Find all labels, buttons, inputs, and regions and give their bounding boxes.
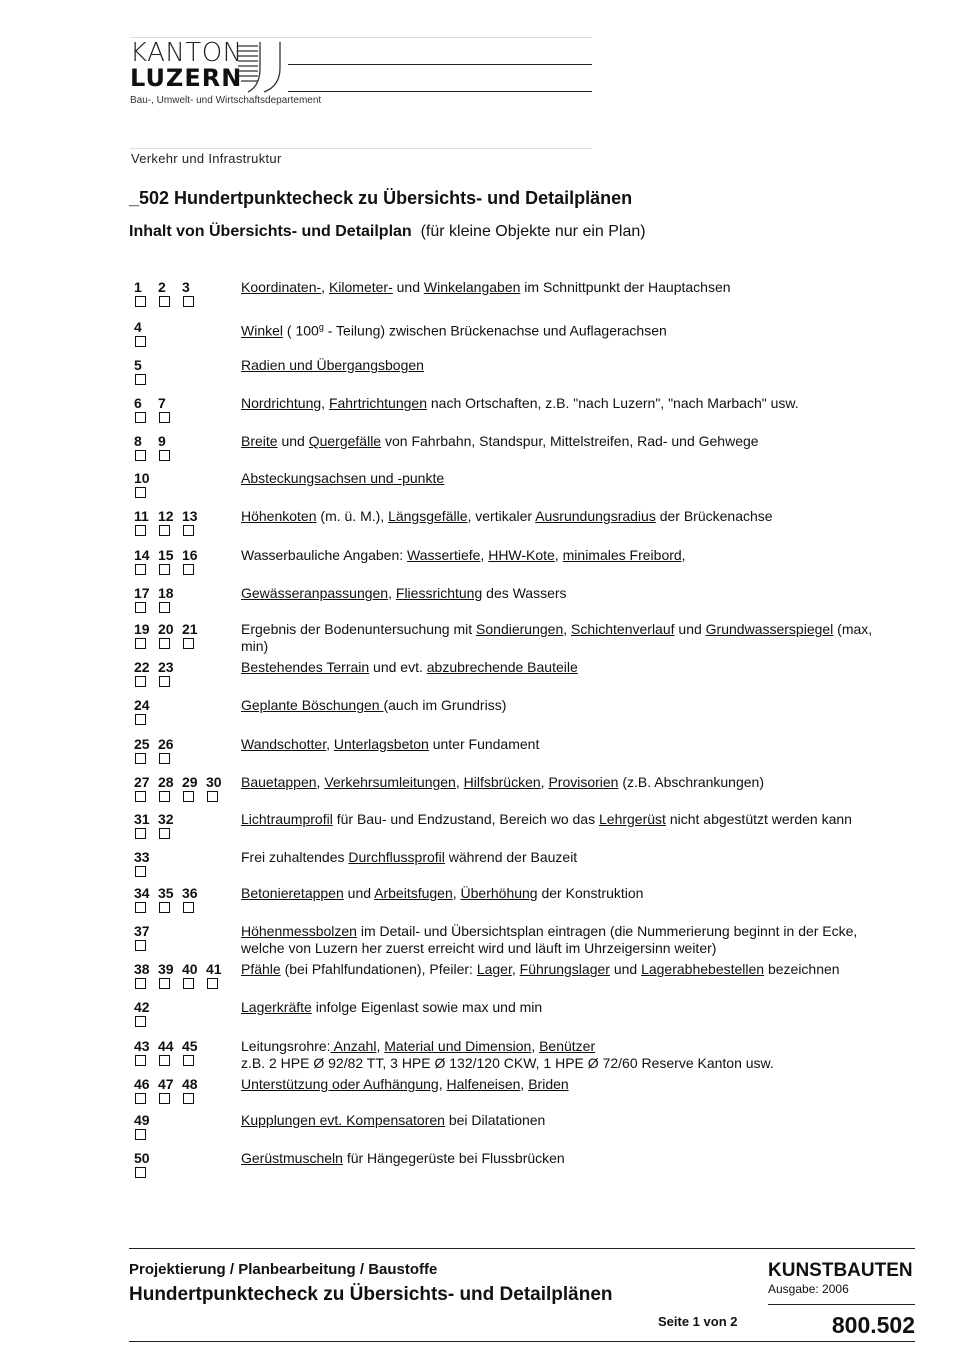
- item-numbers: [134, 849, 158, 865]
- item-number: 24: [134, 697, 150, 713]
- description-text: nicht abgestützt werden kann: [665, 811, 852, 827]
- checkbox-group: [135, 602, 183, 614]
- underlined-term: Schichtenverlauf: [571, 621, 675, 637]
- underlined-term: minimales Freibord,: [562, 547, 686, 563]
- checkbox[interactable]: [159, 902, 170, 913]
- footer-title: Hundertpunktecheck zu Übersichts- und Detailplänen: [129, 1284, 613, 1305]
- checkbox-group: [135, 866, 159, 878]
- item-number: 48: [182, 1076, 198, 1092]
- checkbox[interactable]: [135, 1167, 146, 1178]
- underlined-term: Arbeitsfugen: [374, 885, 453, 901]
- item-number: 18: [158, 585, 174, 601]
- item-description: [241, 319, 901, 340]
- checkbox[interactable]: [135, 828, 146, 839]
- description-text: und: [277, 433, 309, 449]
- checkbox[interactable]: [135, 1093, 146, 1104]
- item-description: [241, 697, 901, 714]
- description-text: während der Bauzeit: [444, 849, 578, 865]
- checkbox[interactable]: [135, 902, 146, 913]
- checkbox[interactable]: [183, 296, 194, 307]
- checkbox[interactable]: [183, 1093, 194, 1104]
- logo-text-kanton: KANTON: [130, 38, 243, 68]
- checkbox[interactable]: [159, 525, 170, 536]
- description-text: Ergebnis der Bodenuntersuchung mit: [241, 621, 477, 637]
- checkbox[interactable]: [159, 828, 170, 839]
- checkbox[interactable]: [135, 1055, 146, 1066]
- checkbox[interactable]: [183, 902, 194, 913]
- item-number: 49: [134, 1112, 150, 1128]
- item-description: [241, 395, 901, 412]
- description-text: ,: [540, 774, 549, 790]
- checkbox[interactable]: [135, 753, 146, 764]
- description-text: der Konstruktion: [537, 885, 644, 901]
- item-description: [241, 1076, 901, 1093]
- item-number: 4: [134, 319, 142, 335]
- checkbox-group: [135, 487, 159, 499]
- item-number: 25: [134, 736, 150, 752]
- description-text: ,: [480, 547, 489, 563]
- checkbox[interactable]: [135, 564, 146, 575]
- item-number: 32: [158, 811, 174, 827]
- description-text: bezeichnen: [764, 961, 840, 977]
- checkbox-group: [135, 902, 207, 914]
- item-number: 35: [158, 885, 174, 901]
- checkbox[interactable]: [159, 450, 170, 461]
- underlined-term: Lagerabhebestellen: [641, 961, 765, 977]
- underlined-term: Pfähle: [241, 961, 281, 977]
- item-number: 27: [134, 774, 150, 790]
- description-text: und: [392, 279, 424, 295]
- underlined-term: Material und Dimension: [384, 1038, 532, 1054]
- checkbox[interactable]: [159, 978, 170, 989]
- description-text: ,: [321, 395, 329, 411]
- checkbox[interactable]: [135, 978, 146, 989]
- checkbox[interactable]: [159, 638, 170, 649]
- item-number: 40: [182, 961, 198, 977]
- underlined-term: Koordinaten-: [241, 279, 322, 295]
- description-text: ,: [511, 961, 520, 977]
- underlined-term: abzubrechende Bauteile: [426, 659, 578, 675]
- footer-category: KUNSTBAUTEN: [768, 1260, 913, 1281]
- checkbox-group: [135, 1093, 207, 1105]
- document-subtitle: [129, 223, 646, 241]
- underlined-term: Wassertiefe: [407, 547, 481, 563]
- description-text: infolge Eigenlast sowie max und min: [311, 999, 543, 1015]
- description-text: (max, min): [241, 621, 873, 654]
- checkbox-group: [135, 336, 159, 348]
- item-number: 28: [158, 774, 174, 790]
- checkbox[interactable]: [135, 602, 146, 613]
- underlined-term: HHW-Kote: [488, 547, 555, 563]
- item-description: [241, 961, 901, 978]
- description-text: ( 100: [283, 322, 319, 339]
- description-text: ,: [316, 774, 325, 790]
- description-text: ,: [438, 1076, 447, 1092]
- underlined-term: Unterlagsbeton: [333, 736, 429, 752]
- item-number: 3: [182, 279, 190, 295]
- item-numbers: [134, 279, 206, 295]
- description-text: ,: [531, 1038, 540, 1054]
- description-text: ,: [376, 1038, 385, 1054]
- checkbox[interactable]: [135, 450, 146, 461]
- checkbox[interactable]: [207, 791, 218, 802]
- checkbox[interactable]: [135, 1016, 146, 1027]
- underlined-term: Verkehrsumleitungen: [324, 774, 456, 790]
- checkbox[interactable]: [135, 296, 146, 307]
- underlined-term: Winkelangaben: [423, 279, 521, 295]
- item-number: 5: [134, 357, 142, 373]
- checkbox[interactable]: [183, 638, 194, 649]
- item-number: 39: [158, 961, 174, 977]
- underlined-term: Grundwasserspiegel: [705, 621, 834, 637]
- description-text: des Wassers: [482, 585, 567, 601]
- description-text: ,: [520, 1076, 529, 1092]
- description-text: ,: [455, 774, 464, 790]
- checkbox[interactable]: [207, 978, 218, 989]
- item-number: 43: [134, 1038, 150, 1054]
- item-number: 46: [134, 1076, 150, 1092]
- checkbox[interactable]: [135, 336, 146, 347]
- description-text: (auch im Grundriss): [383, 697, 507, 713]
- checkbox[interactable]: [159, 564, 170, 575]
- sub-department: Verkehr und Infrastruktur: [131, 151, 282, 166]
- checkbox-group: [135, 564, 207, 576]
- description-text: und: [343, 885, 375, 901]
- description-text: für Hängegerüste bei Flussbrücken: [342, 1150, 565, 1166]
- description-text: (z.B. Abschrankungen): [618, 774, 764, 790]
- superscript: g: [318, 322, 324, 332]
- item-number: 22: [134, 659, 150, 675]
- underlined-term: Höhenkoten: [241, 508, 317, 524]
- checkbox[interactable]: [159, 296, 170, 307]
- checkbox-group: [135, 1055, 207, 1067]
- description-text: (bei Pfahlfundationen), Pfeiler:: [280, 961, 477, 977]
- item-number: 1: [134, 279, 142, 295]
- underlined-term: Lehrgerüst: [599, 811, 666, 827]
- checkbox[interactable]: [159, 1055, 170, 1066]
- item-number: 50: [134, 1150, 150, 1166]
- underlined-term: Lager: [476, 961, 512, 977]
- item-number: 10: [134, 470, 150, 486]
- item-number: 8: [134, 433, 142, 449]
- item-number: 14: [134, 547, 150, 563]
- document-title: _502 Hundertpunktecheck zu Übersichts- und Detailplänen: [129, 188, 633, 208]
- description-text: für Bau- und Endzustand, Bereich wo das: [332, 811, 599, 827]
- checkbox[interactable]: [135, 374, 146, 385]
- description-text: im Schnittpunkt der Hauptachsen: [520, 279, 731, 295]
- underlined-term: Provisorien: [548, 774, 619, 790]
- checkbox-group: [135, 1129, 159, 1141]
- checkbox[interactable]: [183, 525, 194, 536]
- item-number: 41: [206, 961, 222, 977]
- description-text: ,: [452, 885, 461, 901]
- underlined-term: Höhenmessbolzen: [241, 923, 357, 939]
- checkbox-group: [135, 676, 183, 688]
- item-numbers: [134, 774, 230, 790]
- description-text: bei Dilatationen: [444, 1112, 546, 1128]
- underlined-term: Briden: [528, 1076, 569, 1092]
- underlined-term: Bauetappen: [241, 774, 317, 790]
- subtitle-note: (für kleine Objekte nur ein Plan): [420, 223, 646, 240]
- underlined-term: Kilometer-: [328, 279, 393, 295]
- page-indicator: Seite 1 von 2: [658, 1314, 738, 1329]
- item-numbers: [134, 999, 158, 1015]
- description-text: Leitungsrohre:: [241, 1038, 331, 1054]
- item-numbers: [134, 621, 206, 637]
- underlined-term: Benützer: [539, 1038, 596, 1054]
- underlined-term: Wandschotter: [241, 736, 327, 752]
- footer-rule: [129, 1248, 915, 1249]
- item-numbers: [134, 1150, 158, 1166]
- checkbox-group: [135, 1167, 159, 1179]
- description-text: z.B. 2 HPE Ø 92/82 TT, 3 HPE Ø 132/120 CKW, 1 HPE Ø 72/60 Reserve Kanton usw.: [241, 1055, 774, 1071]
- checkbox-group: [135, 450, 183, 462]
- checkbox[interactable]: [183, 1055, 194, 1066]
- item-numbers: [134, 659, 182, 675]
- item-description: [241, 923, 901, 957]
- item-number: 9: [158, 433, 166, 449]
- underlined-term: Absteckungsachsen und -punkte: [241, 470, 445, 486]
- description-text: und: [674, 621, 706, 637]
- item-number: 42: [134, 999, 150, 1015]
- checkbox[interactable]: [183, 564, 194, 575]
- description-text: Wasserbauliche Angaben:: [241, 547, 408, 563]
- item-numbers: [134, 585, 182, 601]
- item-description: [241, 849, 901, 866]
- underlined-term: Unterstützung oder Aufhängung: [241, 1076, 439, 1092]
- checkbox-group: [135, 525, 207, 537]
- underlined-term: Sondierungen: [476, 621, 564, 637]
- description-text: , vertikaler: [467, 508, 536, 524]
- description-text: (m. ü. M.),: [316, 508, 389, 524]
- logo-text-luzern: LUZERN: [130, 64, 243, 92]
- checkbox-group: [135, 828, 183, 840]
- item-description: [241, 1112, 901, 1129]
- checkbox[interactable]: [135, 638, 146, 649]
- description-text: ,: [388, 585, 396, 601]
- checkbox[interactable]: [135, 1129, 146, 1140]
- checkbox-group: [135, 296, 207, 308]
- underlined-term: Führungslager: [519, 961, 610, 977]
- item-number: 20: [158, 621, 174, 637]
- checkbox[interactable]: [159, 412, 170, 423]
- underlined-term: Nordrichtung: [241, 395, 322, 411]
- item-numbers: [134, 961, 230, 977]
- item-numbers: [134, 1112, 158, 1128]
- checkbox-group: [135, 753, 183, 765]
- checkbox-group: [135, 412, 183, 424]
- footer-edition: Ausgabe: 2006: [768, 1282, 849, 1296]
- underlined-term: Hilfsbrücken: [463, 774, 541, 790]
- item-description: [241, 279, 901, 296]
- underlined-term: Lagerkräfte: [241, 999, 312, 1015]
- footer-subtitle: Projektierung / Planbearbeitung / Baustoffe: [129, 1261, 438, 1278]
- underlined-term: Quergefälle: [308, 433, 382, 449]
- underlined-term: Lichtraumprofil: [241, 811, 333, 827]
- item-number: 36: [182, 885, 198, 901]
- underlined-term: Betonieretappen: [241, 885, 344, 901]
- underlined-term: Geplante Böschungen: [241, 697, 384, 713]
- item-numbers: [134, 433, 182, 449]
- item-number: 2: [158, 279, 166, 295]
- item-number: 29: [182, 774, 198, 790]
- checkbox-group: [135, 791, 231, 803]
- item-number: 6: [134, 395, 142, 411]
- item-description: [241, 470, 901, 487]
- item-description: [241, 621, 901, 655]
- checkbox[interactable]: [159, 791, 170, 802]
- footer-rule: [768, 1304, 915, 1305]
- item-number: 16: [182, 547, 198, 563]
- checkbox[interactable]: [135, 791, 146, 802]
- underlined-term: Halfeneisen: [446, 1076, 521, 1092]
- checkbox[interactable]: [159, 753, 170, 764]
- checkbox-group: [135, 1016, 159, 1028]
- checkbox-group: [135, 374, 159, 386]
- item-number: 44: [158, 1038, 174, 1054]
- checkbox[interactable]: [183, 978, 194, 989]
- item-numbers: [134, 923, 158, 939]
- document-number: 800.502: [831, 1312, 915, 1338]
- item-number: 26: [158, 736, 174, 752]
- item-description: [241, 659, 901, 676]
- checkbox-group: [135, 940, 159, 952]
- underlined-term: Gewässeranpassungen: [241, 585, 389, 601]
- description-text: der Brückenachse: [655, 508, 773, 524]
- description-text: ,: [326, 736, 334, 752]
- item-numbers: [134, 736, 182, 752]
- department-name: Bau-, Umwelt- und Wirtschaftsdepartement: [130, 95, 322, 106]
- item-number: 23: [158, 659, 174, 675]
- description-text: - Teilung) zwischen Brückenachse und Auflagerachsen: [323, 322, 667, 339]
- item-number: 11: [134, 508, 149, 524]
- checkbox[interactable]: [135, 676, 146, 687]
- description-text: Frei zuhaltendes: [241, 849, 349, 865]
- item-number: 33: [134, 849, 150, 865]
- item-number: 21: [182, 621, 198, 637]
- logo-rule: [288, 91, 592, 92]
- logo-rule: [288, 64, 592, 65]
- item-number: 17: [134, 585, 150, 601]
- underlined-term: Bestehendes Terrain: [241, 659, 370, 675]
- underlined-term: Kupplungen evt. Kompensatoren: [241, 1112, 445, 1128]
- item-description: [241, 999, 901, 1016]
- underlined-term: Gerüstmuscheln: [241, 1150, 343, 1166]
- item-numbers: [134, 508, 206, 524]
- item-description: [241, 1038, 901, 1072]
- item-description: [241, 433, 901, 450]
- item-numbers: [134, 395, 182, 411]
- checkbox[interactable]: [159, 1093, 170, 1104]
- item-numbers: [134, 885, 206, 901]
- item-number: 19: [134, 621, 150, 637]
- underlined-term: Längsgefälle: [388, 508, 468, 524]
- item-description: [241, 736, 901, 753]
- subtitle-bold: Inhalt von Übersichts- und Detailplan: [129, 223, 412, 240]
- item-numbers: [134, 697, 158, 713]
- footer-rule: [129, 1341, 915, 1342]
- description-text: im Detail- und Übersichtsplan eintragen (die Nummerierung beginnt in der Ecke, welche von Luzern her zuerst erreicht wird und läuft im Uhrzeigersinn weiter): [241, 923, 858, 956]
- item-description: [241, 1150, 901, 1167]
- item-numbers: [134, 357, 158, 373]
- item-description: [241, 357, 901, 374]
- underlined-term: Anzahl: [330, 1038, 377, 1054]
- underlined-term: Ausrundungsradius: [535, 508, 656, 524]
- underlined-term: Radien und Übergangsbogen: [241, 357, 424, 373]
- item-description: [241, 811, 901, 828]
- coat-of-arms-icon: [236, 40, 284, 94]
- description-text: und evt.: [369, 659, 427, 675]
- description-text: unter Fundament: [428, 736, 540, 752]
- item-number: 15: [158, 547, 174, 563]
- description-text: von Fahrbahn, Standspur, Mittelstreifen, Rad- und Gehwege: [381, 433, 759, 449]
- checkbox-group: [135, 714, 159, 726]
- item-description: [241, 547, 901, 564]
- item-numbers: [134, 319, 158, 335]
- item-number: 13: [182, 508, 198, 524]
- checkbox[interactable]: [183, 791, 194, 802]
- item-numbers: [134, 470, 158, 486]
- item-number: 31: [134, 811, 150, 827]
- item-description: [241, 774, 901, 791]
- underlined-term: Breite: [241, 433, 278, 449]
- underlined-term: Überhöhung: [460, 885, 538, 901]
- description-text: nach Ortschaften, z.B. "nach Luzern", "nach Marbach" usw.: [427, 395, 799, 411]
- checkbox[interactable]: [135, 714, 146, 725]
- item-number: 12: [158, 508, 174, 524]
- item-number: 34: [134, 885, 150, 901]
- description-text: und: [609, 961, 642, 977]
- underlined-term: Fahrtrichtungen: [328, 395, 427, 411]
- checkbox-group: [135, 638, 207, 650]
- checkbox[interactable]: [159, 676, 170, 687]
- underlined-term: Winkel: [241, 322, 284, 339]
- item-number: 30: [206, 774, 222, 790]
- item-number: 47: [158, 1076, 174, 1092]
- item-description: [241, 885, 901, 902]
- description-text: ,: [554, 547, 563, 563]
- checkbox[interactable]: [135, 487, 146, 498]
- item-number: 38: [134, 961, 150, 977]
- checkbox[interactable]: [135, 412, 146, 423]
- underlined-term: Durchflussprofil: [348, 849, 445, 865]
- item-numbers: [134, 811, 182, 827]
- checkbox[interactable]: [135, 525, 146, 536]
- item-numbers: [134, 1038, 206, 1054]
- checkbox[interactable]: [135, 866, 146, 877]
- item-numbers: [134, 1076, 206, 1092]
- description-text: ,: [321, 279, 329, 295]
- underlined-term: Fliessrichtung: [395, 585, 483, 601]
- item-description: [241, 585, 901, 602]
- checkbox-group: [135, 978, 231, 990]
- item-number: 45: [182, 1038, 198, 1054]
- item-number: 37: [134, 923, 150, 939]
- item-description: [241, 508, 901, 525]
- item-number: 7: [158, 395, 166, 411]
- item-numbers: [134, 547, 206, 563]
- description-text: ,: [563, 621, 572, 637]
- checkbox[interactable]: [159, 602, 170, 613]
- checkbox[interactable]: [135, 940, 146, 951]
